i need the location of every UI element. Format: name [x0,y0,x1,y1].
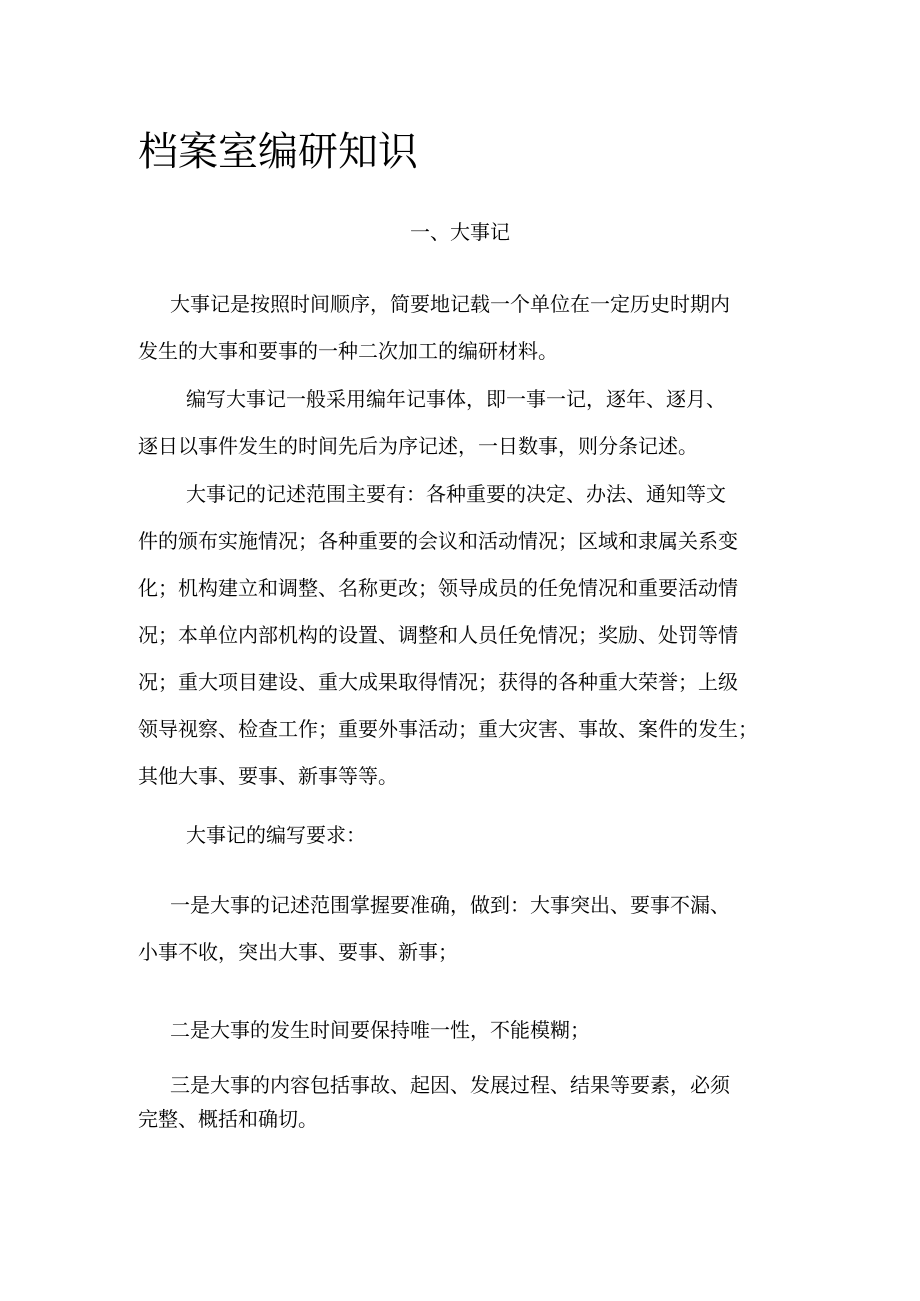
paragraph-requirement-3 [138,1068,782,1136]
paragraph-line: 件的颁布实施情况；各种重要的会议和活动情况；区域和隶属关系变 [138,529,738,553]
paragraph-line: 发生的大事和要事的一种二次加工的编研材料。 [138,339,558,363]
paragraph-line: 一是大事的记述范围掌握要准确，做到：大事突出、要事不漏、 [170,893,730,917]
paragraph-definition [138,281,782,375]
paragraph-line: 小事不收，突出大事、要事、新事； [138,940,458,964]
paragraph-scope [138,471,782,800]
paragraph-line: 况；本单位内部机构的设置、调整和人员任免情况；奖励、处罚等情 [138,623,738,647]
paragraph-line: 逐日以事件发生的时间先后为序记述，一日数事，则分条记述。 [138,434,698,458]
paragraph-line: 编写大事记一般采用编年记事体，即一事一记，逐年、逐月、 [186,387,726,411]
paragraph-line: 化；机构建立和调整、名称更改；领导成员的任免情况和重要活动情 [138,576,738,600]
paragraph-line: 大事记的记述范围主要有：各种重要的决定、办法、通知等文 [186,482,726,506]
paragraph-line: 完整、概括和确切。 [138,1107,318,1131]
paragraph-format [138,376,782,470]
paragraph-line: 其他大事、要事、新事等等。 [138,764,398,788]
paragraph-line: 大事记的编写要求： [186,823,366,847]
paragraph-line: 大事记是按照时间顺序，简要地记载一个单位在一定历史时期内 [170,292,730,316]
paragraph-requirement-1 [138,882,782,976]
paragraph-line: 三是大事的内容包括事故、起因、发展过程、结果等要素，必须 [170,1073,730,1097]
document-title: 档案室编研知识 [138,129,418,175]
paragraph-line: 况；重大项目建设、重大成果取得情况；获得的各种重大荣誉；上级 [138,670,738,694]
paragraph-line: 二是大事的发生时间要保持唯一性，不能模糊； [170,1018,590,1042]
paragraph-requirement-2 [138,1007,782,1054]
paragraph-requirements-heading [138,812,782,859]
paragraph-line: 领导视察、检查工作；重要外事活动；重大灾害、事故、案件的发生； [138,717,758,741]
section-heading: 一、大事记 [410,220,510,244]
